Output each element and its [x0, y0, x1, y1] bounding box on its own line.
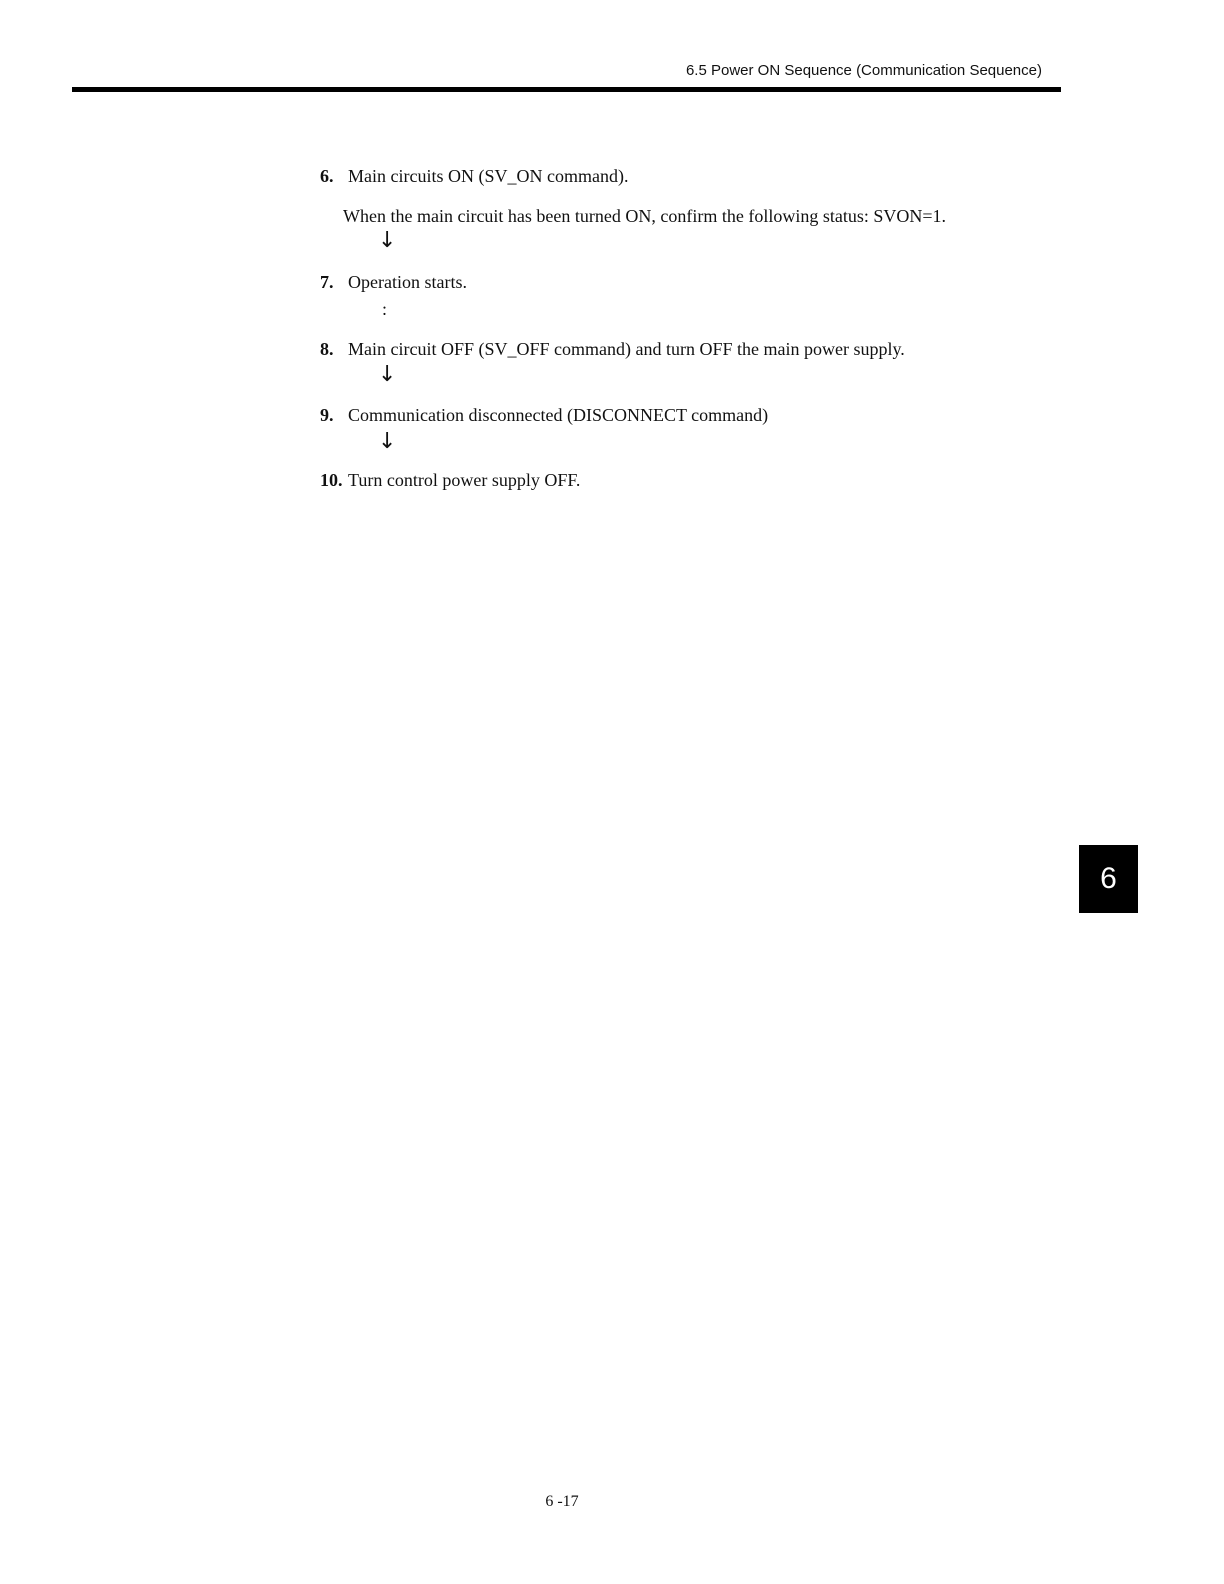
down-arrow-icon: ↓: [378, 429, 397, 454]
header-rule: [72, 87, 1061, 92]
page-number: 6 -17: [545, 1493, 579, 1510]
step-7: [320, 272, 467, 293]
chapter-tab: 6: [1079, 845, 1138, 913]
step-10: [320, 470, 580, 491]
down-arrow-icon: ↓: [378, 362, 397, 387]
step-text: Main circuits ON (SV_ON command).: [348, 166, 629, 186]
step-text: Main circuit OFF (SV_OFF command) and turn OFF the main power supply.: [348, 339, 905, 359]
step-6: [320, 166, 628, 187]
down-arrow-icon: ↓: [378, 228, 397, 253]
step-number: 8.: [320, 339, 334, 359]
step-text: Communication disconnected (DISCONNECT command): [348, 405, 769, 425]
step-number: 7.: [320, 272, 334, 292]
page-header: 6.5 Power ON Sequence (Communication Sequence): [685, 62, 1042, 79]
step-9: [320, 405, 768, 426]
step-text: Turn control power supply OFF.: [348, 470, 581, 490]
step-text: Operation starts.: [348, 272, 467, 292]
step-6-note: When the main circuit has been turned ON, confirm the following status: SVON=1.: [343, 206, 947, 226]
step-number: 6.: [320, 166, 334, 186]
continuation-mark: :: [382, 299, 388, 319]
step-8: [320, 339, 905, 360]
step-number: 10.: [320, 470, 343, 490]
step-number: 9.: [320, 405, 334, 425]
